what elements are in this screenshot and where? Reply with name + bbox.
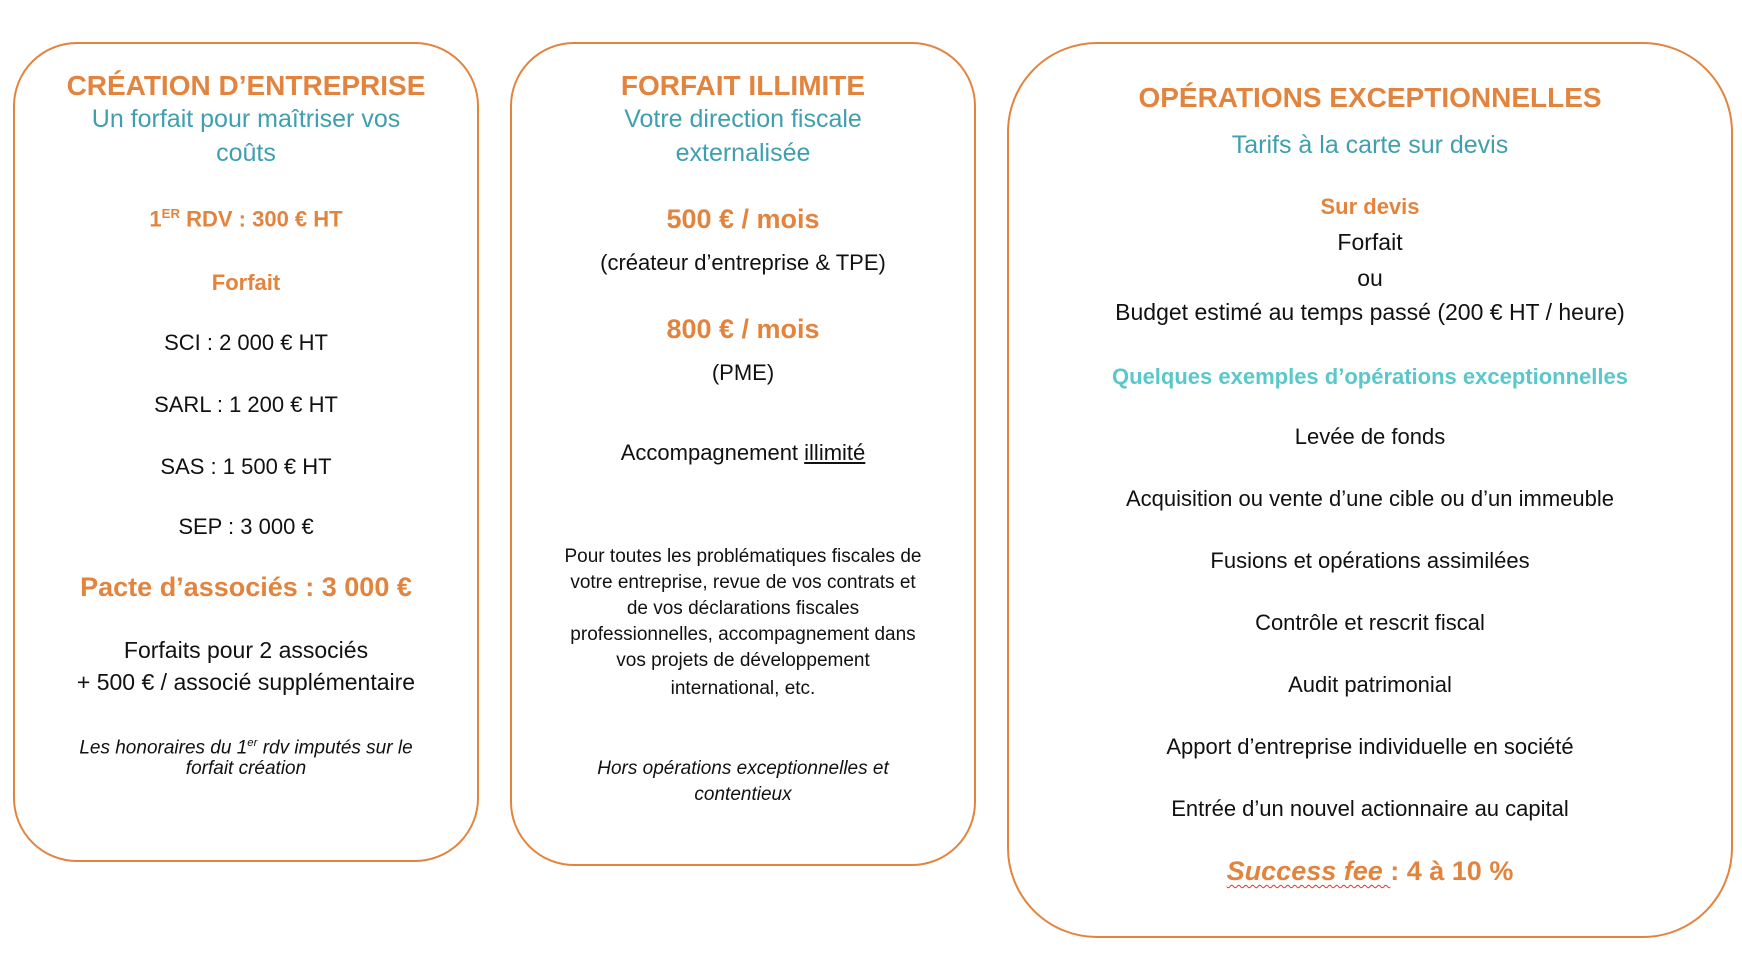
accompagnement-text: Accompagnement illimité (620, 440, 866, 465)
card-creation-entreprise (13, 42, 479, 862)
card1-footnote-line2: forfait création (185, 758, 307, 779)
card1-subtitle-line1: Un forfait pour maîtriser vos (91, 105, 401, 133)
price-pme: 800 € / mois (666, 314, 820, 344)
description-line: votre entreprise, revue de vos contrats et (570, 572, 916, 593)
price-pme-note: (PME) (711, 360, 775, 385)
description-line: vos projets de développement (616, 650, 870, 671)
devis-budget: Budget estimé au temps passé (200 € HT / heure) (1115, 299, 1625, 325)
example-item: Entrée d’un nouvel actionnaire au capital (1171, 796, 1569, 821)
price-sci: SCI : 2 000 € HT (164, 330, 328, 355)
card2-title: FORFAIT ILLIMITE (620, 70, 866, 101)
card-forfait-illimite (510, 42, 976, 866)
card2-footnote-line2: contentieux (694, 784, 792, 805)
example-item: Contrôle et rescrit fiscal (1255, 610, 1485, 635)
card2-subtitle-line1: Votre direction fiscale (624, 105, 862, 133)
success-fee: Success fee : 4 à 10 % (1226, 856, 1514, 886)
card-operations-exceptionnelles (1007, 42, 1733, 938)
forfait-heading: Forfait (211, 270, 281, 295)
price-tpe-note: (créateur d’entreprise & TPE) (600, 250, 886, 275)
description-line: de vos déclarations fiscales (626, 598, 860, 619)
card2-footnote-line1: Hors opérations exceptionnelles et (597, 758, 889, 779)
example-item: Apport d’entreprise individuelle en société (1166, 734, 1574, 759)
first-rdv-price: 1ER RDV : 300 € HT (149, 206, 343, 232)
examples-heading: Quelques exemples d’opérations exceptionnelles (1112, 364, 1628, 389)
description-line: international, etc. (670, 678, 816, 699)
card1-subtitle-line2: coûts (216, 139, 276, 167)
price-sarl: SARL : 1 200 € HT (154, 392, 338, 417)
devis-forfait: Forfait (1337, 229, 1403, 255)
price-tpe: 500 € / mois (666, 204, 820, 234)
card3-title: OPÉRATIONS EXCEPTIONNELLES (1138, 82, 1602, 113)
description-line: Pour toutes les problématiques fiscales de (564, 546, 922, 567)
description-line: professionnelles, accompagnement dans (570, 624, 916, 645)
pacte-note-line1: Forfaits pour 2 associés (123, 637, 369, 663)
example-item: Fusions et opérations assimilées (1210, 548, 1530, 573)
pacte-note-line2: + 500 € / associé supplémentaire (76, 669, 416, 695)
card3-subtitle: Tarifs à la carte sur devis (1231, 131, 1509, 159)
devis-heading: Sur devis (1320, 194, 1420, 219)
price-sas: SAS : 1 500 € HT (160, 454, 332, 479)
example-item: Acquisition ou vente d’une cible ou d’un immeuble (1126, 486, 1614, 511)
example-item: Levée de fonds (1294, 424, 1446, 449)
price-sep: SEP : 3 000 € (178, 514, 314, 539)
card1-title: CRÉATION D’ENTREPRISE (66, 70, 426, 101)
example-item: Audit patrimonial (1288, 672, 1452, 697)
devis-ou: ou (1357, 265, 1383, 291)
pacte-associes-price: Pacte d’associés : 3 000 € (80, 572, 412, 602)
card2-subtitle-line2: externalisée (675, 139, 811, 167)
card1-footnote-line1: Les honoraires du 1er rdv imputés sur le (79, 737, 413, 759)
